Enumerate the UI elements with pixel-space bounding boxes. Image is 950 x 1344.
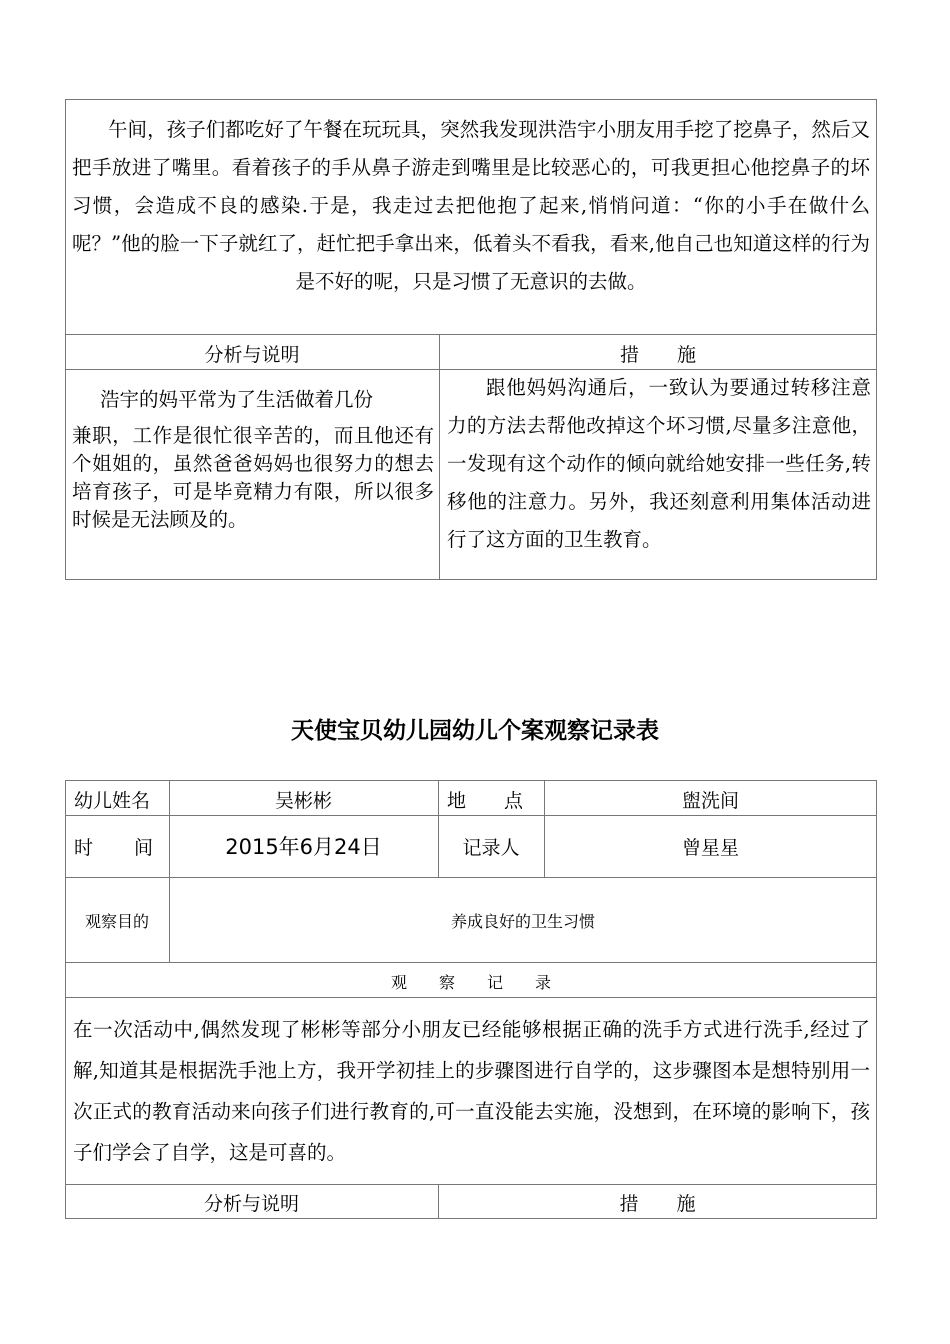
record-text: 在一次活动中,偶然发现了彬彬等部分小朋友已经能够根据正确的洗手方式进行洗手,经过了解,知道其是根据洗手池上方，我开学初挂上的步骤图进行自学的，这步骤图本是想特别用一次正式的教育活动来向孩子们进行教育的,可一直没能去实施，没想到，在环境的影响下，孩子们学会了自学，这是可喜的。 xyxy=(73,1018,870,1164)
place-label: 地 点 xyxy=(447,790,524,812)
table2-row-line-1 xyxy=(65,815,877,816)
table2-row-line-2 xyxy=(65,877,877,878)
table2-row-line-4 xyxy=(65,997,877,998)
table1-measures: 跟他妈妈沟通后，一致认为要通过转移注意力的方法去帮他改掉这个坏习惯,尽量多注意他，一发现有这个动作的倾向就给她安排一些任务,转移他的注意力。另外，我还刻意利用集体活动进行了这方面的卫生教育。 xyxy=(447,376,871,551)
record-header: 观 察 记 录 xyxy=(390,973,551,992)
time-value: 2015年6月24日 xyxy=(225,835,382,859)
purpose-label: 观察目的 xyxy=(84,912,149,931)
table2-analysis-header: 分析与说明 xyxy=(203,1193,299,1215)
recorder-label: 记录人 xyxy=(462,837,520,859)
table2-row-line-5 xyxy=(65,1184,877,1185)
time-label: 时 间 xyxy=(74,837,155,859)
table1-analysis xyxy=(72,378,434,534)
purpose-value: 养成良好的卫生习惯 xyxy=(450,912,595,931)
table1-divider-columns xyxy=(439,334,440,580)
name-value: 吴彬彬 xyxy=(274,790,332,812)
name-label: 幼儿姓名 xyxy=(74,790,151,812)
table1-analysis-first-line: 浩宇的妈平常为了生活做着几份 xyxy=(100,388,374,411)
table1-divider-narrative xyxy=(65,334,877,335)
place-value: 盥洗间 xyxy=(681,790,739,812)
table2-col-line-2 xyxy=(438,780,439,877)
page-title: 天使宝贝幼儿园幼儿个案观察记录表 xyxy=(291,718,659,744)
table2-row-line-3 xyxy=(65,962,877,963)
table2-measures-header: 措 施 xyxy=(619,1193,696,1215)
table1-analysis-rest: 兼职，工作是很忙很辛苦的，而且他还有个姐姐的，虽然爸爸妈妈也很努力的想去培育孩子，可是毕竟精力有限，所以很多时候是无法顾及的。 xyxy=(72,424,434,531)
table1-measures-header: 措 施 xyxy=(619,344,696,366)
table1-narrative: 午间，孩子们都吃好了午餐在玩玩具，突然我发现洪浩宇小朋友用手挖了挖鼻子，然后又把手放进了嘴里。看着孩子的手从鼻子游走到嘴里是比较恶心的，可我更担心他挖鼻子的坏习惯，会造成不良的感染.于是，我走过去把他抱了起来,悄悄问道：“你的小手在做什么呢？”他的脸一下子就红了，赶忙把手拿出来，低着头不看我，看来,他自己也知道这样的行为是不好的呢，只是习惯了无意识的去做。 xyxy=(72,118,870,293)
table1-analysis-header: 分析与说明 xyxy=(204,344,300,366)
recorder-value: 曾星星 xyxy=(681,837,739,859)
